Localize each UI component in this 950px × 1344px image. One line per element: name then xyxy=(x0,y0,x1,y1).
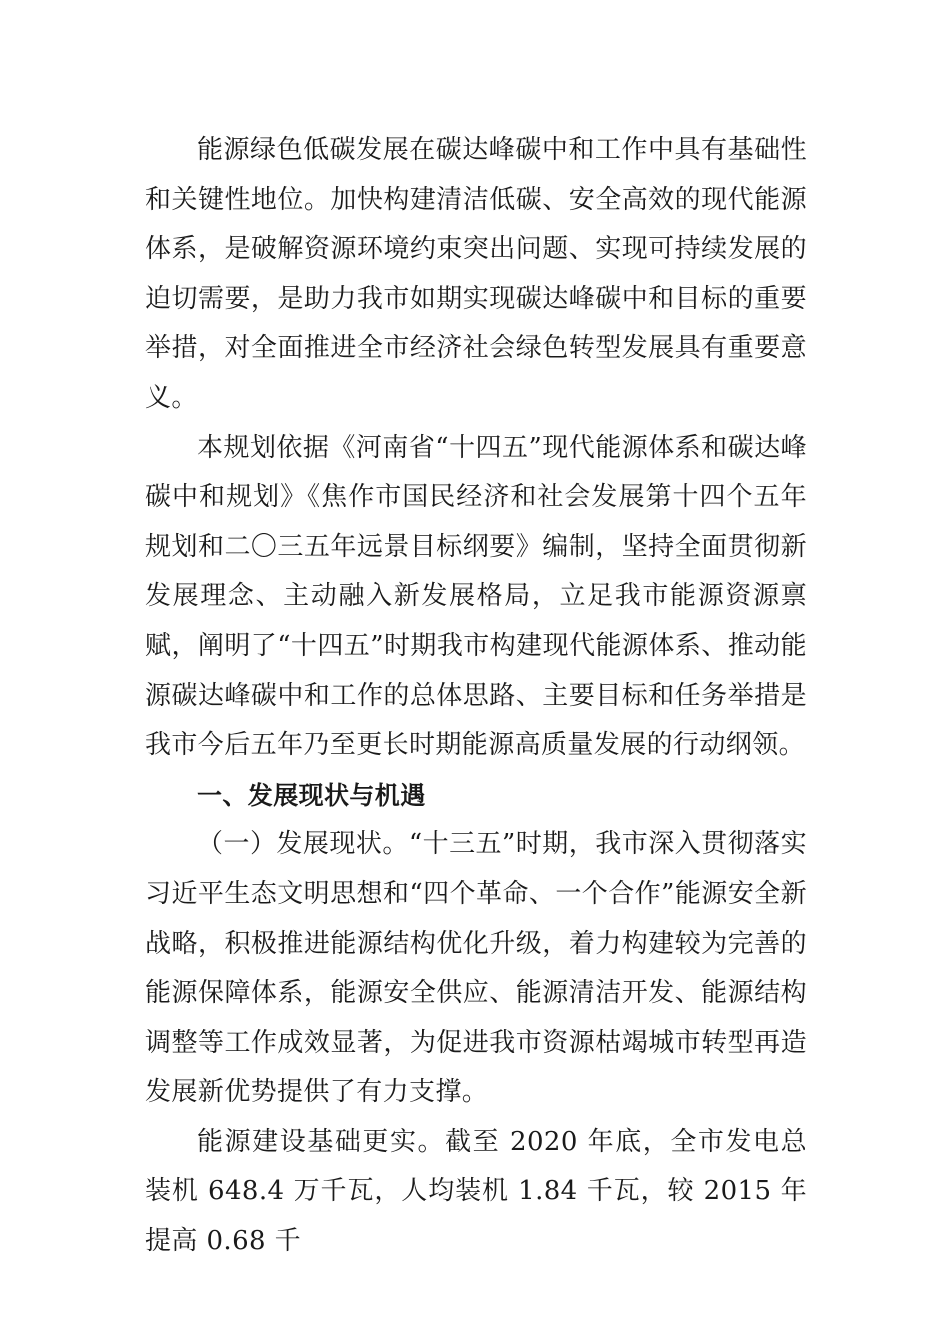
intro-paragraph-2: 本规划依据《河南省“十四五”现代能源体系和碳达峰碳中和规划》《焦作市国民经济和社会发展第十四个五年规划和二〇三五年远景目标纲要》编制，坚持全面贯彻新发展理念、主动融入新发展格局，立足我市能源资源禀赋，阐明了“十四五”时期我市构建现代能源体系、推动能源碳达峰碳中和工作的总体思路、主要目标和任务举措是我市今后五年乃至更长时期能源高质量发展的行动纲领。 xyxy=(145,432,807,761)
document-body xyxy=(145,126,807,1267)
section-paragraph-2: 能源建设基础更实。截至 2020 年底，全市发电总装机 648.4 万千瓦，人均装机 1.84 千瓦，较 2015 年提高 0.68 千 xyxy=(145,1126,807,1257)
section-paragraph-1: （一）发展现状。“十三五”时期，我市深入贯彻落实习近平生态文明思想和“四个革命、一个合作”能源安全新战略，积极推进能源结构优化升级，着力构建较为完善的能源保障体系，能源安全供应、能源清洁开发、能源结构调整等工作成效显著，为促进我市资源枯竭城市转型再造发展新优势提供了有力支撑。 xyxy=(145,829,807,1108)
intro-paragraph-1: 能源绿色低碳发展在碳达峰碳中和工作中具有基础性和关键性地位。加快构建清洁低碳、安全高效的现代能源体系，是破解资源环境约束突出问题、实现可持续发展的迫切需要，是助力我市如期实现碳达峰碳中和目标的重要举措，对全面推进全市经济社会绿色转型发展具有重要意义。 xyxy=(145,135,807,413)
section-heading: 一、发展现状与机遇 xyxy=(197,780,426,810)
